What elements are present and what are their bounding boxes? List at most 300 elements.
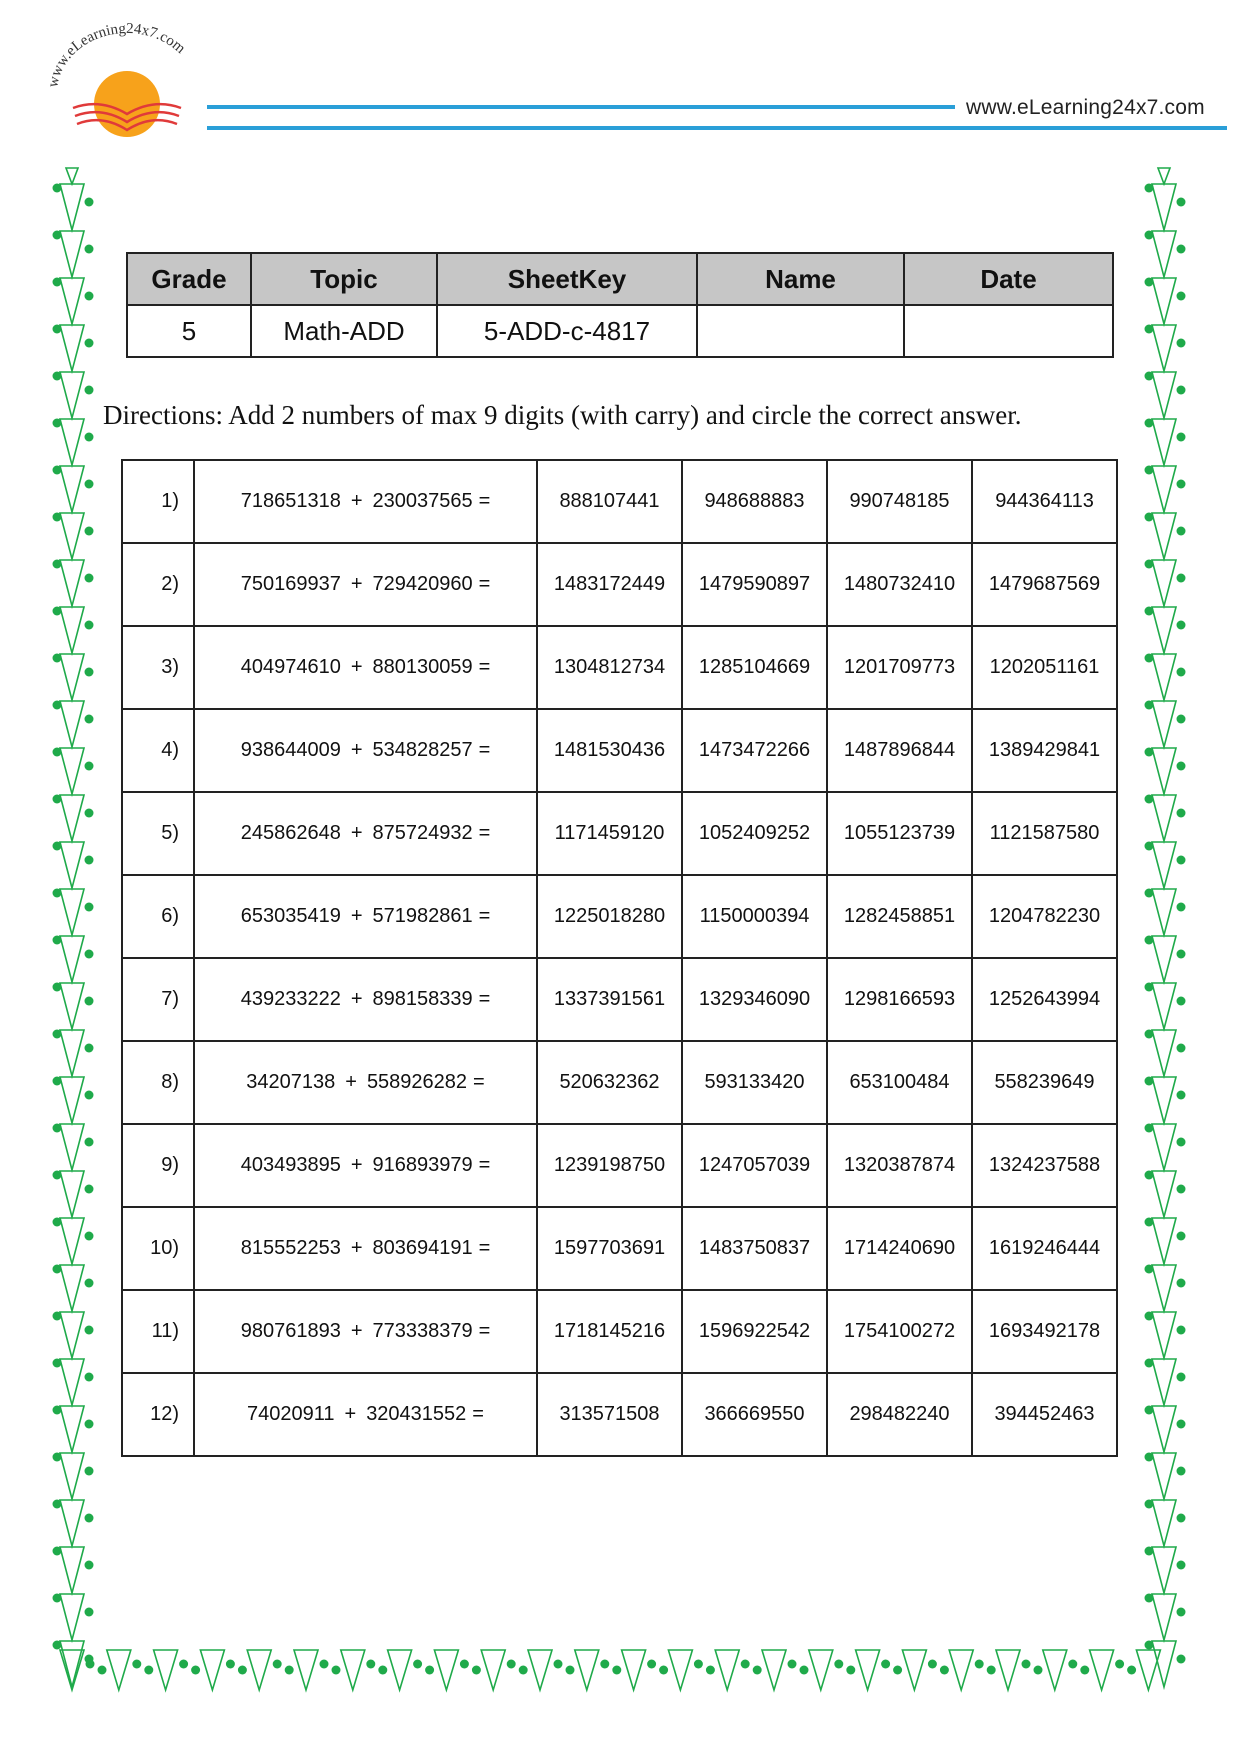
border-triangle-icon (60, 1218, 84, 1264)
border-dot-icon (1145, 419, 1154, 428)
answer-choice[interactable]: 394452463 (972, 1373, 1117, 1456)
problem-row (122, 792, 1117, 875)
grade-value: 5 (127, 305, 251, 357)
border-triangle-icon (60, 278, 84, 324)
answer-choice[interactable]: 1282458851 (827, 875, 972, 958)
addend-a: 404974610 (240, 656, 341, 678)
border-triangle-icon (60, 560, 84, 606)
border-triangle-icon (1043, 1650, 1067, 1690)
answer-choice[interactable]: 1718145216 (537, 1290, 682, 1373)
border-dot-icon (1145, 1030, 1154, 1039)
answer-choice[interactable]: 1052409252 (682, 792, 827, 875)
answer-choice[interactable]: 1304812734 (537, 626, 682, 709)
border-dot-icon (238, 1666, 247, 1675)
answer-choice[interactable]: 1329346090 (682, 958, 827, 1041)
border-dot-icon (1177, 997, 1186, 1006)
equals-sign: = (478, 739, 491, 761)
addend-b: 898158339 (372, 988, 473, 1010)
plus-sign: + (350, 1237, 363, 1259)
border-triangle-icon (60, 1500, 84, 1546)
problem-number: 10) (122, 1207, 194, 1290)
addend-b: 875724932 (372, 822, 473, 844)
problem-row (122, 460, 1117, 543)
border-dot-icon (834, 1660, 843, 1669)
border-triangle-icon (809, 1650, 833, 1690)
border-dot-icon (1145, 1359, 1154, 1368)
border-dot-icon (53, 419, 62, 428)
border-dot-icon (1177, 1561, 1186, 1570)
problem-row (122, 1041, 1117, 1124)
date-header: Date (904, 253, 1113, 305)
border-dot-icon (1145, 1641, 1154, 1650)
border-dot-icon (53, 184, 62, 193)
answer-choice[interactable]: 990748185 (827, 460, 972, 543)
border-dot-icon (85, 1232, 94, 1241)
border-triangle-icon (481, 1650, 505, 1690)
border-dot-icon (893, 1666, 902, 1675)
answer-choice[interactable]: 1693492178 (972, 1290, 1117, 1373)
border-dot-icon (53, 1312, 62, 1321)
answer-choice[interactable]: 1597703691 (537, 1207, 682, 1290)
answer-choice[interactable]: 1480732410 (827, 543, 972, 626)
answer-choice[interactable]: 948688883 (682, 460, 827, 543)
border-triangle-icon (1152, 983, 1176, 1029)
border-triangle-icon (1152, 1312, 1176, 1358)
problem-expression (194, 1041, 537, 1124)
border-dot-icon (85, 1138, 94, 1147)
problem-row (122, 709, 1117, 792)
border-triangle-icon (60, 1030, 84, 1076)
problem-number: 8) (122, 1041, 194, 1124)
border-dot-icon (1177, 1655, 1186, 1664)
border-dot-icon (85, 574, 94, 583)
border-dot-icon (53, 748, 62, 757)
border-dot-icon (566, 1666, 575, 1675)
border-dot-icon (320, 1660, 329, 1669)
addend-b: 534828257 (372, 739, 473, 761)
answer-choice[interactable]: 1487896844 (827, 709, 972, 792)
border-triangle-icon (247, 1650, 271, 1690)
problems-table (121, 459, 1118, 1457)
problem-expression (194, 1373, 537, 1456)
border-dot-icon (1145, 231, 1154, 240)
answer-choice[interactable]: 1337391561 (537, 958, 682, 1041)
border-triangle-icon (200, 1650, 224, 1690)
border-dot-icon (846, 1666, 855, 1675)
problem-row (122, 958, 1117, 1041)
answer-choice[interactable]: 1473472266 (682, 709, 827, 792)
plus-sign: + (350, 490, 363, 512)
border-dot-icon (1145, 654, 1154, 663)
border-triangle-icon (1152, 1077, 1176, 1123)
border-dot-icon (53, 607, 62, 616)
plus-sign: + (350, 573, 363, 595)
border-triangle-icon (1152, 1218, 1176, 1264)
border-dot-icon (1145, 1312, 1154, 1321)
border-dot-icon (85, 1420, 94, 1429)
border-dot-icon (85, 903, 94, 912)
border-dot-icon (53, 513, 62, 522)
border-dot-icon (53, 466, 62, 475)
problem-number: 5) (122, 792, 194, 875)
answer-choice[interactable]: 1483750837 (682, 1207, 827, 1290)
border-dot-icon (1145, 1077, 1154, 1086)
border-triangle-icon (1136, 1650, 1160, 1690)
plus-sign: + (350, 822, 363, 844)
border-triangle-icon (1152, 1265, 1176, 1311)
answer-choice[interactable]: 944364113 (972, 460, 1117, 543)
equals-sign: = (478, 905, 491, 927)
answer-choice[interactable]: 366669550 (682, 1373, 827, 1456)
border-dot-icon (612, 1666, 621, 1675)
problem-expression (194, 792, 537, 875)
elearning-logo (45, 22, 210, 147)
border-dot-icon (273, 1660, 282, 1669)
border-dot-icon (940, 1666, 949, 1675)
equals-sign: = (478, 490, 491, 512)
border-dot-icon (1177, 1091, 1186, 1100)
addend-b: 230037565 (372, 490, 473, 512)
border-triangle-icon (154, 1650, 178, 1690)
problem-expression (194, 626, 537, 709)
border-triangle-icon (434, 1650, 458, 1690)
border-dot-icon (1145, 278, 1154, 287)
border-triangle-icon (949, 1650, 973, 1690)
border-triangle-icon (1152, 1171, 1176, 1217)
sheetkey-header: SheetKey (437, 253, 697, 305)
answer-choice[interactable]: 653100484 (827, 1041, 972, 1124)
answer-choice[interactable]: 1324237588 (972, 1124, 1117, 1207)
answer-choice[interactable]: 1320387874 (827, 1124, 972, 1207)
border-triangle-icon (1090, 1650, 1114, 1690)
border-dot-icon (1145, 1547, 1154, 1556)
border-triangle-icon (60, 372, 84, 418)
border-dot-icon (1145, 1453, 1154, 1462)
border-triangle-icon (996, 1650, 1020, 1690)
border-dot-icon (1145, 1500, 1154, 1509)
border-dot-icon (1145, 701, 1154, 710)
border-dot-icon (1145, 889, 1154, 898)
border-dot-icon (647, 1660, 656, 1669)
border-dot-icon (1177, 1467, 1186, 1476)
border-dot-icon (1177, 433, 1186, 442)
addend-b: 558926282 (366, 1071, 468, 1093)
border-dot-icon (1145, 1124, 1154, 1133)
border-dot-icon (85, 1279, 94, 1288)
border-dot-icon (53, 1218, 62, 1227)
border-dot-icon (85, 1185, 94, 1194)
border-dot-icon (1177, 574, 1186, 583)
border-dot-icon (788, 1660, 797, 1669)
border-triangle-icon (60, 748, 84, 794)
border-dot-icon (460, 1660, 469, 1669)
border-dot-icon (85, 1467, 94, 1476)
border-dot-icon (1177, 1514, 1186, 1523)
equals-sign: = (478, 573, 491, 595)
border-dot-icon (1145, 325, 1154, 334)
info-table (126, 252, 1114, 358)
border-dot-icon (366, 1660, 375, 1669)
border-triangle-icon (668, 1650, 692, 1690)
border-dot-icon (85, 292, 94, 301)
border-dot-icon (53, 1124, 62, 1133)
answer-choice[interactable]: 298482240 (827, 1373, 972, 1456)
plus-sign: + (350, 1320, 363, 1342)
border-dot-icon (191, 1666, 200, 1675)
name-field[interactable] (697, 305, 904, 357)
plus-sign: + (344, 1403, 357, 1425)
border-triangle-icon (1152, 889, 1176, 935)
answer-choice[interactable]: 1619246444 (972, 1207, 1117, 1290)
problem-number: 2) (122, 543, 194, 626)
border-triangle-icon (60, 513, 84, 559)
border-dot-icon (1177, 715, 1186, 724)
border-dot-icon (53, 654, 62, 663)
border-triangle-icon (60, 983, 84, 1029)
border-dot-icon (85, 997, 94, 1006)
border-dot-icon (1177, 1420, 1186, 1429)
border-dot-icon (507, 1660, 516, 1669)
border-dot-icon (1145, 372, 1154, 381)
border-dot-icon (1145, 795, 1154, 804)
border-dot-icon (85, 480, 94, 489)
problem-expression (194, 1207, 537, 1290)
border-dot-icon (1145, 1171, 1154, 1180)
border-dot-icon (226, 1660, 235, 1669)
border-triangle-icon (528, 1650, 552, 1690)
equals-sign: = (478, 1154, 491, 1176)
answer-choice[interactable]: 1479590897 (682, 543, 827, 626)
topic-value: Math-ADD (251, 305, 437, 357)
border-dot-icon (85, 668, 94, 677)
border-dot-icon (85, 1373, 94, 1382)
addend-a: 815552253 (240, 1237, 341, 1259)
border-triangle-icon (1152, 1359, 1176, 1405)
problem-expression (194, 1290, 537, 1373)
border-triangle-icon (60, 1124, 84, 1170)
answer-choice[interactable]: 1239198750 (537, 1124, 682, 1207)
border-dot-icon (85, 245, 94, 254)
problem-number: 12) (122, 1373, 194, 1456)
problem-expression (194, 709, 537, 792)
border-triangle-icon (1152, 795, 1176, 841)
answer-choice[interactable]: 1479687569 (972, 543, 1117, 626)
grade-header: Grade (127, 253, 251, 305)
border-dot-icon (1145, 1218, 1154, 1227)
border-dot-icon (425, 1666, 434, 1675)
border-triangle-icon (60, 1077, 84, 1123)
answer-choice[interactable]: 1481530436 (537, 709, 682, 792)
addend-b: 916893979 (372, 1154, 473, 1176)
border-dot-icon (132, 1660, 141, 1669)
border-dot-icon (85, 1514, 94, 1523)
answer-choice[interactable]: 1754100272 (827, 1290, 972, 1373)
answer-choice[interactable]: 1389429841 (972, 709, 1117, 792)
border-triangle-icon (60, 231, 84, 277)
plus-sign: + (350, 1154, 363, 1176)
addend-b: 773338379 (372, 1320, 473, 1342)
border-dot-icon (53, 889, 62, 898)
border-triangle-icon (60, 325, 84, 371)
border-dot-icon (85, 621, 94, 630)
addend-a: 74020911 (247, 1403, 335, 1425)
border-dot-icon (53, 1547, 62, 1556)
border-dot-icon (53, 1500, 62, 1509)
border-dot-icon (1177, 903, 1186, 912)
border-dot-icon (987, 1666, 996, 1675)
problem-expression (194, 543, 537, 626)
name-header: Name (697, 253, 904, 305)
border-triangle-icon (107, 1650, 131, 1690)
problem-number: 9) (122, 1124, 194, 1207)
border-dot-icon (1177, 950, 1186, 959)
border-dot-icon (85, 339, 94, 348)
border-dot-icon (53, 842, 62, 851)
border-dot-icon (1145, 466, 1154, 475)
border-dot-icon (1177, 1185, 1186, 1194)
equals-sign: = (472, 1403, 484, 1425)
answer-choice[interactable]: 1201709773 (827, 626, 972, 709)
directions-text: Directions: Add 2 numbers of max 9 digits (with carry) and circle the correct answer. (103, 400, 1022, 430)
answer-choice[interactable]: 520632362 (537, 1041, 682, 1124)
border-dot-icon (85, 1561, 94, 1570)
border-triangle-icon (1152, 466, 1176, 512)
answer-choice[interactable]: 1202051161 (972, 626, 1117, 709)
border-triangle-icon (60, 184, 84, 230)
problem-row (122, 875, 1117, 958)
border-dot-icon (53, 1453, 62, 1462)
addend-a: 980761893 (240, 1320, 341, 1342)
border-triangle-icon (60, 466, 84, 512)
border-dot-icon (1177, 1138, 1186, 1147)
border-triangle-icon (60, 1312, 84, 1358)
plus-sign: + (345, 1071, 357, 1093)
answer-choice[interactable]: 593133420 (682, 1041, 827, 1124)
border-dot-icon (85, 950, 94, 959)
border-dot-icon (1145, 1594, 1154, 1603)
site-url: www.eLearning24x7.com (966, 96, 1205, 119)
answer-choice[interactable]: 1714240690 (827, 1207, 972, 1290)
answer-choice[interactable]: 1247057039 (682, 1124, 827, 1207)
border-dot-icon (753, 1666, 762, 1675)
border-dot-icon (928, 1660, 937, 1669)
border-dot-icon (741, 1660, 750, 1669)
border-dot-icon (694, 1660, 703, 1669)
border-dot-icon (1145, 748, 1154, 757)
border-dot-icon (85, 198, 94, 207)
border-dot-icon (1177, 386, 1186, 395)
addend-a: 245862648 (240, 822, 341, 844)
plus-sign: + (350, 905, 363, 927)
border-triangle-icon (1158, 168, 1170, 184)
answer-choice[interactable]: 888107441 (537, 460, 682, 543)
border-dot-icon (1177, 1232, 1186, 1241)
border-triangle-icon (1152, 419, 1176, 465)
border-dot-icon (1145, 1406, 1154, 1415)
border-triangle-icon (60, 1265, 84, 1311)
border-triangle-icon (762, 1650, 786, 1690)
answer-choice[interactable]: 1285104669 (682, 626, 827, 709)
border-dot-icon (1022, 1660, 1031, 1669)
border-triangle-icon (715, 1650, 739, 1690)
problem-row (122, 543, 1117, 626)
border-dot-icon (53, 936, 62, 945)
border-triangle-icon (60, 701, 84, 747)
border-triangle-icon (294, 1650, 318, 1690)
border-dot-icon (53, 1077, 62, 1086)
border-triangle-icon (60, 1453, 84, 1499)
border-dot-icon (332, 1666, 341, 1675)
answer-choice[interactable]: 1252643994 (972, 958, 1117, 1041)
border-triangle-icon (60, 795, 84, 841)
border-dot-icon (1177, 1044, 1186, 1053)
border-triangle-icon (66, 168, 78, 184)
answer-choice[interactable]: 558239649 (972, 1041, 1117, 1124)
addend-a: 403493895 (240, 1154, 341, 1176)
border-triangle-icon (60, 654, 84, 700)
answer-choice[interactable]: 1298166593 (827, 958, 972, 1041)
plus-sign: + (350, 739, 363, 761)
answer-choice[interactable]: 1121587580 (972, 792, 1117, 875)
border-dot-icon (1177, 809, 1186, 818)
border-triangle-icon (60, 1641, 84, 1687)
border-dot-icon (1177, 198, 1186, 207)
problem-row (122, 1207, 1117, 1290)
addend-a: 750169937 (240, 573, 341, 595)
sheetkey-value: 5-ADD-c-4817 (437, 305, 697, 357)
answer-choice[interactable]: 313571508 (537, 1373, 682, 1456)
answer-choice[interactable]: 1225018280 (537, 875, 682, 958)
answer-choice[interactable]: 1483172449 (537, 543, 682, 626)
border-dot-icon (53, 231, 62, 240)
border-triangle-icon (902, 1650, 926, 1690)
answer-choice[interactable]: 1204782230 (972, 875, 1117, 958)
border-triangle-icon (1152, 560, 1176, 606)
border-dot-icon (85, 527, 94, 536)
border-triangle-icon (1152, 278, 1176, 324)
border-dot-icon (1145, 842, 1154, 851)
problem-row (122, 1290, 1117, 1373)
answer-choice[interactable]: 1150000394 (682, 875, 827, 958)
border-dot-icon (1080, 1666, 1089, 1675)
border-dot-icon (85, 809, 94, 818)
answer-choice[interactable]: 1596922542 (682, 1290, 827, 1373)
addend-a: 718651318 (240, 490, 341, 512)
plus-sign: + (350, 988, 363, 1010)
border-dot-icon (53, 1359, 62, 1368)
addend-a: 938644009 (240, 739, 341, 761)
border-triangle-icon (60, 1171, 84, 1217)
answer-choice[interactable]: 1171459120 (537, 792, 682, 875)
border-dot-icon (144, 1666, 153, 1675)
border-triangle-icon (622, 1650, 646, 1690)
border-dot-icon (800, 1666, 809, 1675)
border-dot-icon (53, 701, 62, 710)
date-field[interactable] (904, 305, 1113, 357)
border-triangle-icon (1152, 184, 1176, 230)
border-triangle-icon (1152, 231, 1176, 277)
border-dot-icon (85, 1655, 94, 1664)
addend-a: 439233222 (240, 988, 341, 1010)
border-dot-icon (1145, 936, 1154, 945)
addend-b: 571982861 (372, 905, 473, 927)
border-triangle-icon (1152, 513, 1176, 559)
border-triangle-icon (60, 1650, 84, 1690)
answer-choice[interactable]: 1055123739 (827, 792, 972, 875)
border-dot-icon (600, 1660, 609, 1669)
border-triangle-icon (1152, 701, 1176, 747)
border-dot-icon (659, 1666, 668, 1675)
